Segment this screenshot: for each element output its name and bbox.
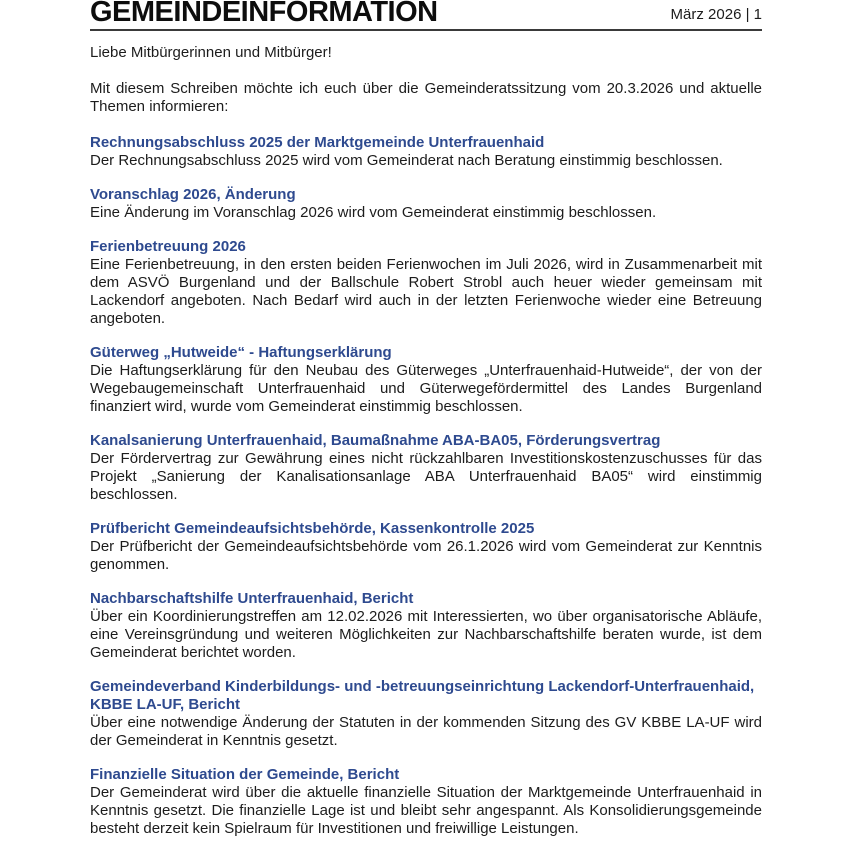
section-title: Kanalsanierung Unterfrauenhaid, Baumaßnahme ABA-BA05, Förderungsvertrag (90, 432, 661, 449)
section-title: Ferienbetreuung 2026 (90, 238, 246, 255)
section-body: Der Fördervertrag zur Gewährung eines nicht rückzahlbaren Investitionskostenzuschusses für das Projekt „Sanierung der Kanalisationsanlage ABA Unterfrauenhaid BA05“ wird einstimmig beschlossen. (90, 450, 762, 503)
section-title: Prüfbericht Gemeindeaufsichtsbehörde, Kassenkontrolle 2025 (90, 520, 535, 537)
newsletter-header (90, 0, 762, 28)
section-title: Rechnungsabschluss 2025 der Marktgemeinde Unterfrauenhaid (90, 134, 545, 151)
section-rechnungsabschluss-2025 (90, 134, 762, 170)
section-nachbarschaftshilfe (90, 590, 762, 662)
section-kanalsanierung-aba-ba05 (90, 432, 762, 504)
section-voranschlag-2026 (90, 186, 762, 222)
section-title: Gemeindeverband Kinderbildungs- und -betreuungseinrichtung Lackendorf-Unterfrauenhaid, KBBE LA-UF, Bericht (90, 678, 755, 713)
section-body: Der Prüfbericht der Gemeindeaufsichtsbehörde vom 26.1.2026 wird vom Gemeinderat zur Kenntnis genommen. (90, 538, 762, 573)
section-finanzielle-situation (90, 766, 762, 838)
section-kbbe-la-uf (90, 678, 762, 750)
section-ferienbetreuung-2026 (90, 238, 762, 328)
section-body: Über ein Koordinierungstreffen am 12.02.2026 mit Interessierten, wo über organisatorische Abläufe, eine Vereinsgründung und weiteren Möglichkeiten zur Nachbarschaftshilfe beraten wurde, ist dem Gemeinderat berichtet worden. (90, 608, 762, 661)
section-body: Der Rechnungsabschluss 2025 wird vom Gemeinderat nach Beratung einstimmig beschlossen. (90, 152, 723, 169)
newsletter-title: GEMEINDEINFORMATION (90, 0, 438, 28)
section-title: Nachbarschaftshilfe Unterfrauenhaid, Bericht (90, 590, 414, 607)
section-body: Über eine notwendige Änderung der Statuten in der kommenden Sitzung des GV KBBE LA-UF wird der Gemeinderat in Kenntnis gesetzt. (90, 714, 762, 749)
section-title: Voranschlag 2026, Änderung (90, 186, 296, 203)
intro-paragraph: Mit diesem Schreiben möchte ich euch über die Gemeinderatssitzung vom 20.3.2026 und aktuelle Themen informieren: (90, 80, 762, 115)
section-title: Güterweg „Hutweide“ - Haftungserklärung (90, 344, 392, 361)
section-body: Der Gemeinderat wird über die aktuelle finanzielle Situation der Marktgemeinde Unterfrauenhaid in Kenntnis gesetzt. Die finanzielle Lage ist und bleibt sehr angespannt. Als Konsolidierungsgemeinde besteht derzeit kein Spielraum für Investitionen und freiwillige Leistungen. (90, 784, 762, 837)
section-body: Die Haftungserklärung für den Neubau des Güterweges „Unterfrauenhaid-Hutweide“, der von der Wegebaugemeinschaft Unterfrauenhaid und Güterwegefördermittel des Landes Burgenland finanziert wird, wurde vom Gemeinderat einstimmig beschlossen. (90, 362, 762, 415)
greeting-text: Liebe Mitbürgerinnen und Mitbürger! (90, 44, 332, 61)
section-pruefbericht-kassenkontrolle-2025 (90, 520, 762, 574)
section-title: Finanzielle Situation der Gemeinde, Bericht (90, 766, 400, 783)
section-body: Eine Ferienbetreuung, in den ersten beiden Ferienwochen im Juli 2026, wird in Zusammenarbeit mit dem ASVÖ Burgenland und der Ballschule Robert Strobl auch heuer wieder gemeinsam mit Lackendorf angeboten. Nach Bedarf wird auch in der letzten Ferienwoche wieder eine Betreuung angeboten. (90, 256, 762, 327)
section-body: Eine Änderung im Voranschlag 2026 wird vom Gemeinderat einstimmig beschlossen. (90, 204, 657, 221)
section-gueterweg-hutweide (90, 344, 762, 416)
issue-date-page-label: März 2026 | 1 (670, 6, 762, 23)
header-rule (90, 29, 762, 31)
